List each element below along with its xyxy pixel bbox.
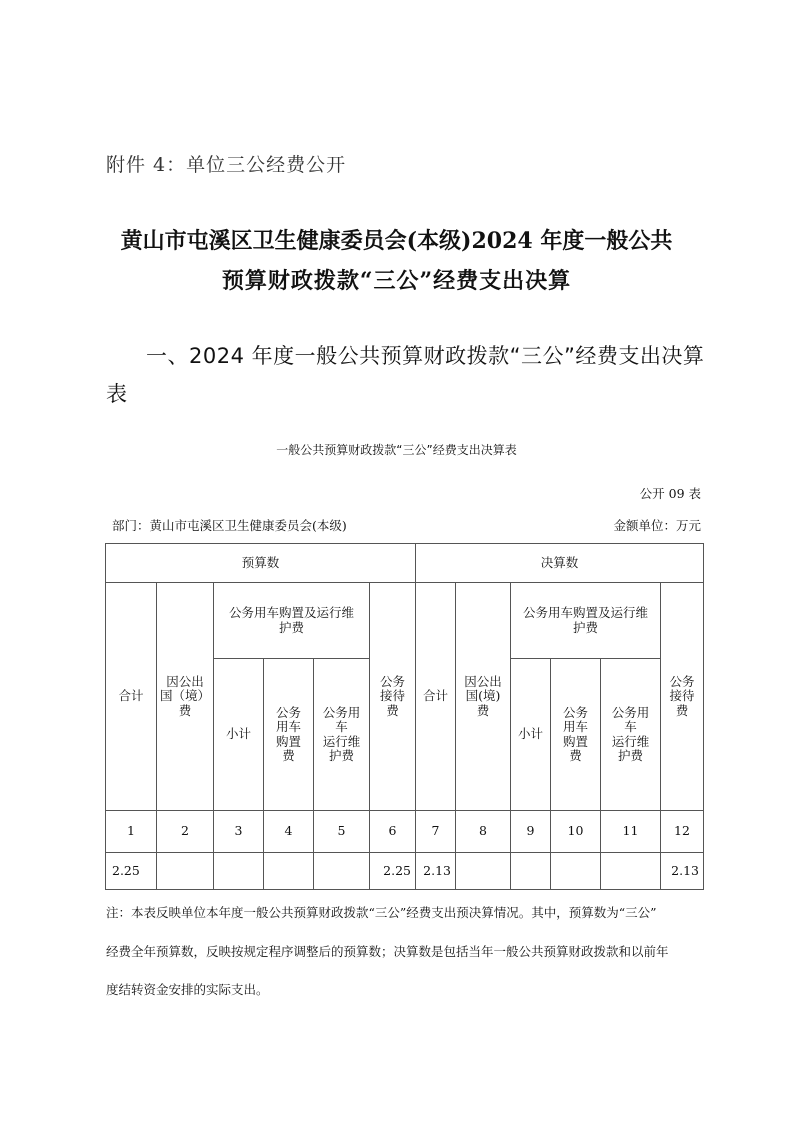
header-text: 护费 (572, 619, 598, 635)
header-text: 公务 (562, 704, 588, 720)
header-text: 运行维 (322, 733, 361, 749)
col-number: 5 (314, 811, 370, 853)
header-text: 购置 (562, 733, 588, 749)
col-number: 11 (601, 811, 661, 853)
header-text: 用车 (562, 719, 588, 735)
table-title: 一般公共预算财政拨款“三公”经费支出决算表 (276, 443, 517, 457)
group-header-row (106, 544, 704, 583)
header-text: 购置 (275, 733, 301, 749)
value-final-reception: 2.13 (661, 853, 704, 890)
col-number: 8 (456, 811, 511, 853)
header-text: 国（境） (159, 688, 210, 704)
note-line3: 度结转资金安排的实际支出。 (106, 982, 269, 997)
col-number: 12 (661, 811, 704, 853)
header-text: 费 (675, 702, 689, 718)
final-vehicle-header (511, 583, 661, 659)
budget-reception-header (370, 583, 416, 811)
section-heading-line1: 一、2024 年度一般公共预算财政拨款“三公”经费支出决算 (146, 344, 705, 368)
header-text: 护费 (617, 747, 643, 763)
value-final-total: 2.13 (416, 853, 456, 890)
three-public-expenses-table (105, 543, 704, 890)
header-text: 费 (386, 702, 399, 718)
value-final-vehicle-purchase (551, 853, 601, 890)
header-row-1 (106, 583, 704, 659)
header-text: 车 (624, 719, 637, 735)
header-text: 国(境) (465, 688, 501, 704)
budget-abroad-header (157, 583, 214, 811)
section-heading-line2: 表 (106, 382, 127, 406)
value-budget-vehicle-operation (314, 853, 370, 890)
header-text: 护费 (328, 747, 354, 763)
header-text: 费 (282, 747, 295, 763)
budget-subtotal-header: 小计 (214, 659, 264, 811)
final-operation-header (601, 659, 661, 811)
value-budget-abroad (157, 853, 214, 890)
amount-unit-label: 金额单位：万元 (613, 518, 701, 533)
table-number: 公开 09 表 (639, 486, 701, 501)
value-final-vehicle-subtotal (511, 853, 551, 890)
header-text: 因公出 (166, 673, 204, 689)
header-text: 运行维 (611, 733, 650, 749)
final-total-header: 合计 (416, 583, 456, 811)
col-number: 2 (157, 811, 214, 853)
header-text: 用车 (275, 719, 301, 735)
header-text: 公务 (669, 673, 695, 689)
document-title-line2: 预算财政拨款“三公”经费支出决算 (221, 268, 572, 294)
value-budget-vehicle-purchase (264, 853, 314, 890)
col-number: 6 (370, 811, 416, 853)
final-reception-header (661, 583, 704, 811)
budget-group-header: 预算数 (106, 544, 416, 583)
header-text: 接待 (379, 688, 405, 704)
col-number: 9 (511, 811, 551, 853)
attachment-label: 附件 4：单位三公经费公开 (106, 154, 347, 176)
budget-purchase-header (264, 659, 314, 811)
value-final-abroad (456, 853, 511, 890)
budget-total-header: 合计 (106, 583, 157, 811)
department-label: 部门：黄山市屯溪区卫生健康委员会(本级) (112, 518, 347, 533)
final-purchase-header (551, 659, 601, 811)
col-number: 3 (214, 811, 264, 853)
value-budget-reception: 2.25 (370, 853, 416, 890)
budget-vehicle-header (214, 583, 370, 659)
header-text: 接待 (669, 688, 695, 704)
final-group-header: 决算数 (416, 544, 704, 583)
value-final-vehicle-operation (601, 853, 661, 890)
value-budget-vehicle-subtotal (214, 853, 264, 890)
col-number: 1 (106, 811, 157, 853)
header-text: 因公出 (464, 673, 502, 689)
note-line2: 经费全年预算数，反映按规定程序调整后的预算数；决算数是包括当年一般公共预算财政拨款和以前年 (106, 944, 669, 959)
budget-operation-header (314, 659, 370, 811)
header-text: 公务用 (322, 704, 361, 720)
header-text: 费 (476, 702, 490, 718)
header-text: 费 (569, 747, 582, 763)
header-text: 公务用车购置及运行维 (228, 605, 354, 621)
header-text: 护费 (278, 619, 304, 635)
header-text: 车 (335, 719, 348, 735)
header-text: 公务 (379, 673, 405, 689)
value-budget-total: 2.25 (106, 853, 157, 890)
col-number: 4 (264, 811, 314, 853)
header-text: 费 (178, 702, 192, 718)
header-text: 公务用车购置及运行维 (522, 605, 648, 621)
col-number: 7 (416, 811, 456, 853)
header-text: 公务 (275, 704, 301, 720)
header-text: 公务用 (611, 704, 650, 720)
value-row (106, 853, 704, 890)
final-abroad-header (456, 583, 511, 811)
note-line1: 注：本表反映单位本年度一般公共预算财政拨款“三公”经费支出预决算情况。其中，预算数为“三公” (106, 905, 657, 920)
final-subtotal-header: 小计 (511, 659, 551, 811)
col-number: 10 (551, 811, 601, 853)
column-number-row (106, 811, 704, 853)
document-title-line1: 黄山市屯溪区卫生健康委员会(本级)2024 年度一般公共 (120, 228, 673, 254)
